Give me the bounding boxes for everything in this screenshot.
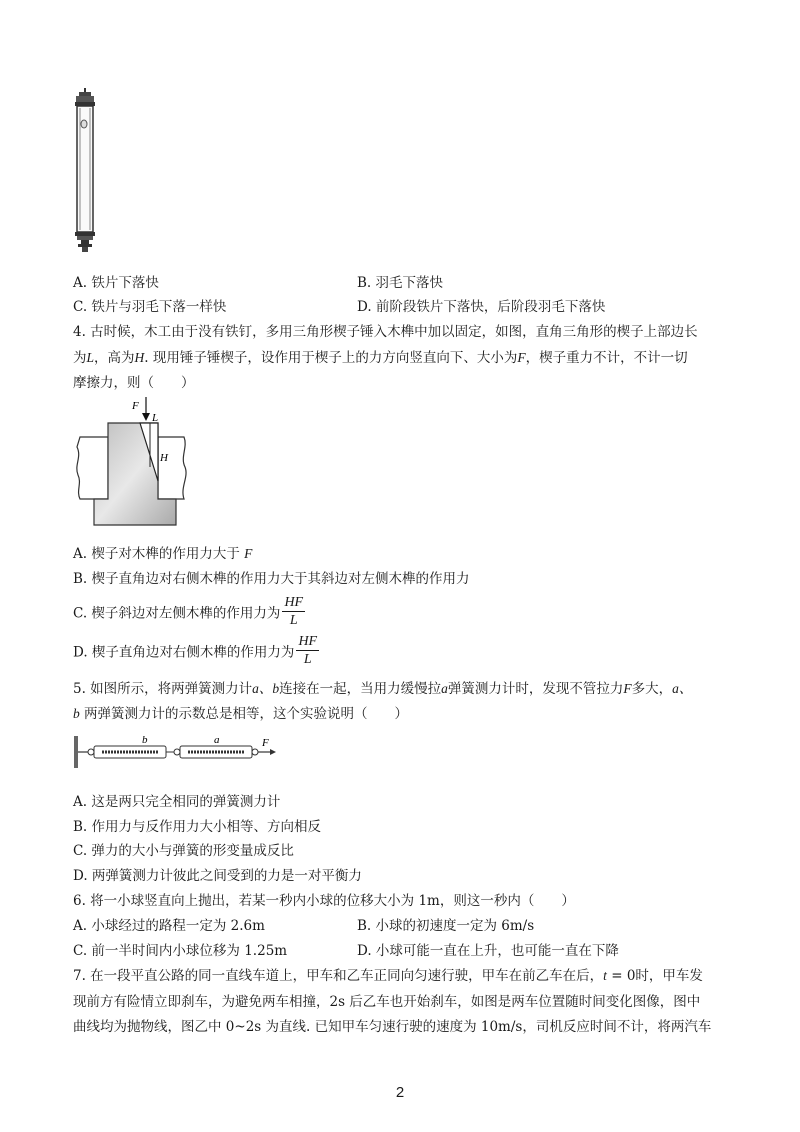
q3-option-b: B. 羽毛下落快 — [357, 275, 444, 291]
q5-option-a: A. 这是两只完全相同的弹簧测力计 — [73, 794, 281, 810]
spring-label-b: b — [142, 734, 148, 746]
fraction-hf-over-l: $\frac{HF}{L}$ — [284, 595, 304, 628]
spring-label-f: F — [262, 737, 269, 749]
q4-option-b: B. 楔子直角边对右侧木榫的作用力大于其斜边对左侧木榫的作用力 — [73, 571, 470, 587]
q4-option-c: C. 楔子斜边对左侧木榫的作用力为 $\frac{HF}{L}$ — [73, 595, 304, 628]
q4-option-d: D. 楔子直角边对右侧木榫的作用力为 $\frac{HF}{L}$ — [73, 634, 318, 667]
q6-option-a: A. 小球经过的路程一定为 2.6m — [73, 918, 265, 934]
q6-option-b: B. 小球的初速度一定为 6m/s — [357, 918, 535, 934]
spring-scales-figure — [72, 732, 282, 772]
q3-option-c: C. 铁片与羽毛下落一样快 — [73, 299, 227, 315]
q7-line2: 现前方有险情立即刹车，为避免两车相撞，2s 后乙车也开始刹车，如图是两车位置随时间变化图像，图中 — [73, 994, 701, 1010]
q4-stem-line3: 摩擦力，则（ ） — [73, 375, 195, 391]
q5-stem-line2: b 两弹簧测力计的示数总是相等，这个实验说明（ ） — [73, 706, 409, 722]
q4-stem-line2: 为L，高为H. 现用锤子锤楔子，设作用于楔子上的力方向竖直向下、大小为F，楔子重力不计，不计一切 — [73, 350, 688, 366]
q5-option-d: D. 两弹簧测力计彼此之间受到的力是一对平衡力 — [73, 868, 362, 884]
q5-option-c: C. 弹力的大小与弹簧的形变量成反比 — [73, 843, 294, 859]
q4-stem-line1: 4. 古时候，木工由于没有铁钉，多用三角形楔子锤入木榫中加以固定，如图，直角三角形的楔子上部边长 — [73, 324, 698, 340]
wedge-label-l: L — [152, 412, 159, 424]
q7-line1: 7. 在一段平直公路的同一直线车道上，甲车和乙车正同向匀速行驶，甲车在前乙车在后，t = 0时，甲车发 — [73, 968, 703, 984]
wedge-label-f: F — [132, 400, 139, 412]
q3-option-d: D. 前阶段铁片下落快，后阶段羽毛下落快 — [357, 299, 606, 315]
q6-stem: 6. 将一小球竖直向上抛出，若某一秒内小球的位移大小为 1m，则这一秒内（ ） — [73, 893, 575, 909]
q6-option-c: C. 前一半时间内小球位移为 1.25m — [73, 943, 288, 959]
q3-option-a: A. 铁片下落快 — [73, 275, 159, 291]
wedge-label-h: H — [160, 452, 168, 464]
vacuum-tube-figure — [70, 86, 100, 254]
spring-label-a: a — [214, 734, 220, 746]
q5-stem-line1: 5. 如图所示，将两弹簧测力计a、b连接在一起，当用力缓慢拉a弹簧测力计时，发现不管拉力F多大，a、 — [73, 681, 693, 697]
q6-option-d: D. 小球可能一直在上升，也可能一直在下降 — [357, 943, 619, 959]
q4-option-a: A. 楔子对木榫的作用力大于 F — [73, 546, 253, 562]
fraction-hf-over-l: $\frac{HF}{L}$ — [298, 634, 318, 667]
wedge-figure — [72, 395, 192, 527]
page-number: 2 — [395, 1084, 405, 1101]
q5-option-b: B. 作用力与反作用力大小相等、方向相反 — [73, 819, 322, 835]
q7-line3: 曲线均为抛物线，图乙中 0~2s 为直线. 已知甲车匀速行驶的速度为 10m/s，司机反应时间不计，将两汽车 — [73, 1019, 712, 1035]
